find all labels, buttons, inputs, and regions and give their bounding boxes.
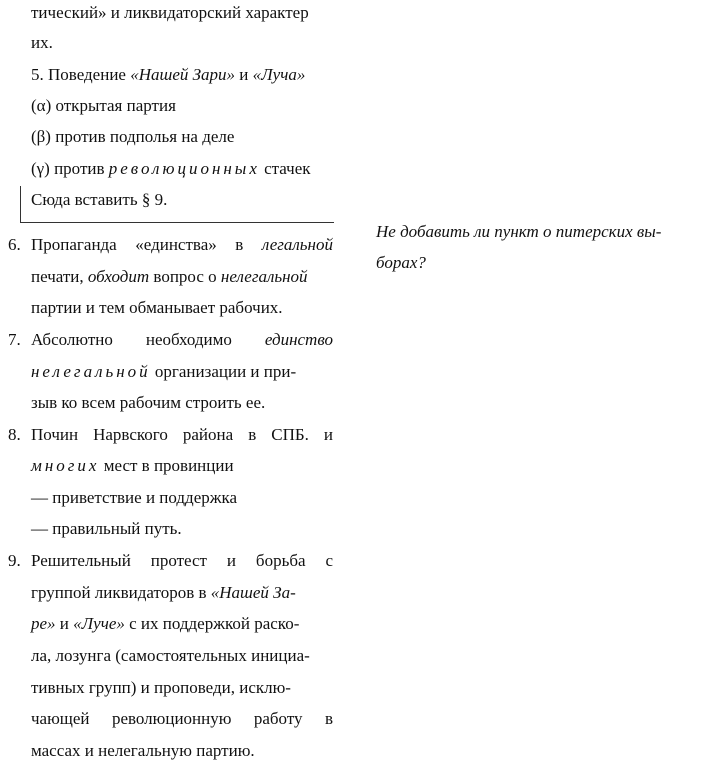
text-run: и xyxy=(235,65,253,84)
italic-word: легальной xyxy=(261,235,333,254)
word: Абсолютно xyxy=(31,330,113,349)
text-line xyxy=(31,614,333,634)
italic-run: ре» xyxy=(31,614,56,633)
text-run: (γ) против xyxy=(31,159,109,178)
word: и xyxy=(323,425,333,444)
text-run: вопрос о xyxy=(149,267,221,286)
text-line xyxy=(31,425,333,445)
text-line xyxy=(31,362,333,382)
word: «единства» xyxy=(135,235,217,254)
margin-note-line: Не добавить ли пункт о питерских вы- xyxy=(376,222,662,241)
text-line: массах и нелегальную партию. xyxy=(31,741,255,760)
word: района xyxy=(182,425,234,444)
text-line xyxy=(31,583,333,603)
text-line xyxy=(31,551,333,571)
word: и xyxy=(226,551,236,570)
italic-run: «Нашей За- xyxy=(210,583,296,602)
italic-run: обходит xyxy=(87,267,150,286)
word: Пропаганда xyxy=(31,235,117,254)
word: борьба xyxy=(255,551,306,570)
item-number: 9. xyxy=(8,551,21,570)
text-run: группой ликвидаторов в xyxy=(31,583,211,602)
text-run: организации и при- xyxy=(150,362,297,381)
item-number: 8. xyxy=(8,425,21,444)
word: в xyxy=(248,425,257,444)
text-line xyxy=(31,330,333,350)
word: протест xyxy=(150,551,207,570)
item-number: 7. xyxy=(8,330,21,349)
text-line xyxy=(31,235,333,255)
word: в xyxy=(324,709,333,728)
italic-run: «Луче» xyxy=(73,614,125,633)
text-line: — приветствие и поддержка xyxy=(31,488,238,507)
word: чающей xyxy=(31,709,90,728)
bracket-vertical-line xyxy=(20,186,21,223)
word: СПБ. xyxy=(271,425,309,444)
italic-word: единство xyxy=(264,330,333,349)
text-line: зыв ко всем рабочим строить ее. xyxy=(31,393,266,412)
text-line: — правильный путь. xyxy=(31,519,182,538)
text-run: 5. Поведение xyxy=(31,65,131,84)
item-number: 6. xyxy=(8,235,21,254)
text-line xyxy=(31,709,333,729)
text-line: ла, лозунга (самостоятельных инициа- xyxy=(31,646,310,665)
spaced-italic-run: революционных xyxy=(108,159,260,178)
italic-run: «Луча» xyxy=(252,65,306,84)
text-line: тический» и ликвидаторский характер xyxy=(31,3,309,22)
spaced-italic-run: многих xyxy=(31,456,100,475)
word: работу xyxy=(253,709,303,728)
sub-item-gamma xyxy=(31,159,333,179)
italic-run: нелегальной xyxy=(220,267,308,286)
text-run: печати, xyxy=(31,267,88,286)
insert-note: Сюда вставить § 9. xyxy=(31,190,168,209)
item-5-heading xyxy=(31,65,333,85)
word: с xyxy=(325,551,333,570)
spaced-italic-run: нелегальной xyxy=(31,362,151,381)
text-line: партии и тем обманывает рабочих. xyxy=(31,298,283,317)
text-run: и xyxy=(55,614,74,633)
text-run: стачек xyxy=(259,159,311,178)
text-line: их. xyxy=(31,33,53,52)
word: в xyxy=(235,235,244,254)
text-line: тивных групп) и проповеди, исклю- xyxy=(31,678,291,697)
word: революционную xyxy=(111,709,232,728)
bracket-horizontal-line xyxy=(20,222,334,223)
text-run: с их поддержкой раско- xyxy=(124,614,300,633)
italic-run: «Нашей Зари» xyxy=(130,65,236,84)
text-run: мест в провинции xyxy=(99,456,234,475)
word: Решительный xyxy=(31,551,131,570)
word: Почин xyxy=(31,425,79,444)
sub-item-beta: (β) против подполья на деле xyxy=(31,127,235,146)
word: необходимо xyxy=(145,330,232,349)
margin-note-line: борах? xyxy=(376,253,426,272)
sub-item-alpha: (α) открытая партия xyxy=(31,96,176,115)
text-line xyxy=(31,456,333,476)
text-line xyxy=(31,267,333,287)
word: Нарвского xyxy=(93,425,168,444)
